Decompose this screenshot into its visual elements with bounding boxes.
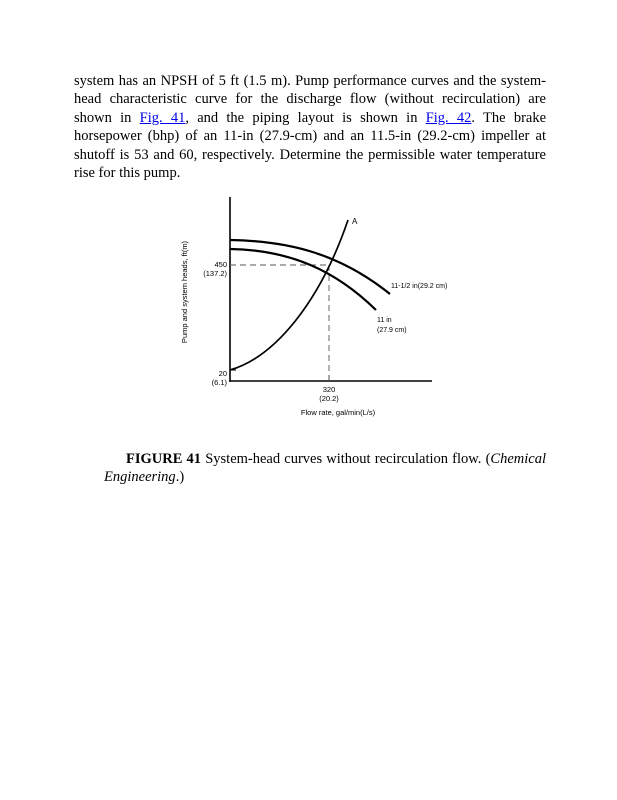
- paragraph-text-3: . The brake horsepower (bhp) of an 11-in (27.9-cm) and an 11.5-in (29.2-cm) impeller at shutoff is 53 and 60, respectively. Determine the permissible water temperature rise for this pump.: [74, 109, 547, 182]
- caption-label: FIGURE 41: [126, 451, 202, 467]
- label-curve-11-5-in: 11-1/2 in(29.2 cm): [391, 283, 448, 290]
- figure-41-chart: [170, 192, 470, 424]
- label-curve-a: A: [352, 217, 358, 226]
- body-paragraph: [74, 72, 546, 182]
- y-tick-450-metric: (137.2): [203, 269, 227, 278]
- caption-text: System-head curves without recirculation flow. (: [201, 451, 491, 467]
- x-axis-title: Flow rate, gal/min(L/s): [300, 408, 376, 417]
- fig-42-link[interactable]: Fig. 42: [425, 109, 472, 126]
- curve-a-system-head: [230, 220, 348, 370]
- curve-11-in: [230, 249, 376, 310]
- y-tick-20-metric: (6.1): [211, 378, 227, 387]
- x-tick-320-metric: (20.2): [319, 394, 339, 403]
- figure-caption: [104, 450, 546, 487]
- x-tick-320-label: 320: [322, 385, 336, 394]
- chart-svg: [170, 192, 470, 424]
- paragraph-text-1: system has an NPSH of 5 ft (1.5 m). Pump performance curves and the system-head characteristic curve for the discharge flow (without recirculation) are shown in: [74, 73, 546, 126]
- fig-41-link[interactable]: Fig. 41: [139, 109, 186, 126]
- curve-11-5-in: [230, 240, 390, 294]
- paragraph-text-2: , and the piping layout is shown in: [185, 109, 426, 126]
- y-tick-450-label: 450: [214, 260, 227, 269]
- y-tick-20-label: 20: [218, 369, 227, 378]
- y-axis-title: Pump and system heads, ft(m): [180, 240, 189, 344]
- caption-end: .): [175, 469, 185, 486]
- label-curve-11-in-metric: (27.9 cm): [377, 327, 407, 334]
- label-curve-11-in: 11 in: [377, 317, 392, 324]
- caption-source: Chemical Engineering: [104, 451, 546, 486]
